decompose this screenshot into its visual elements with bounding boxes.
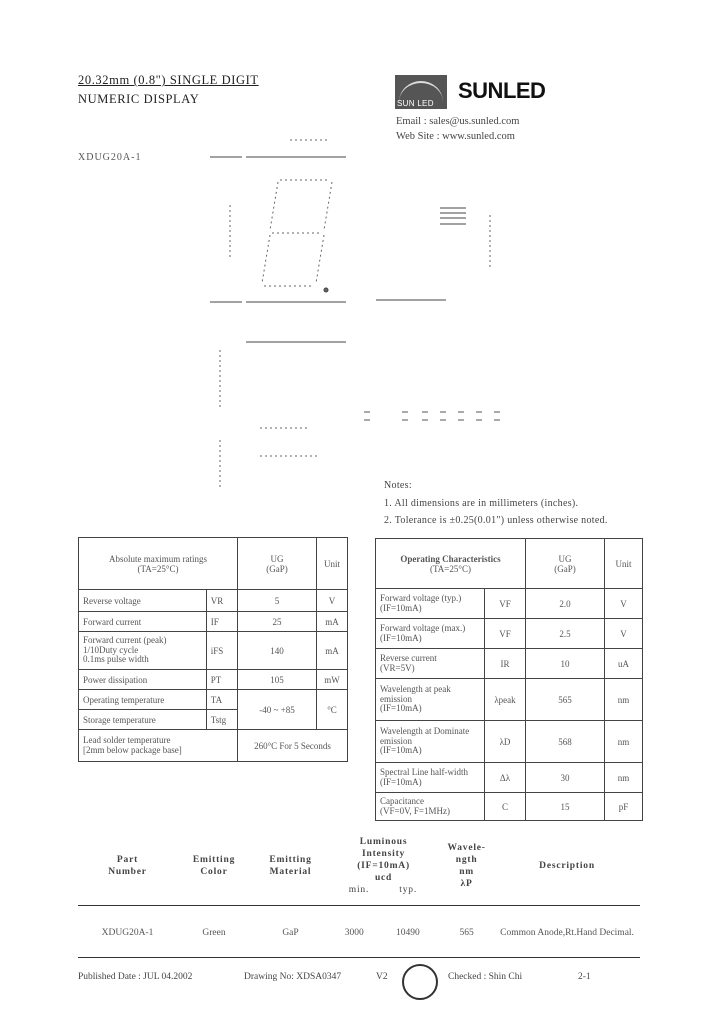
- table-row: Lead solder temperature [2mm below package base] 260°C For 5 Seconds: [79, 730, 348, 762]
- operating-characteristics-table: [375, 538, 643, 821]
- table-row: Capacitance (VF=0V, F=1MHz) C 15 pF: [376, 793, 643, 821]
- part-number-header: Part Number: [108, 854, 147, 877]
- emitting-material-header: Emitting Material: [269, 854, 312, 877]
- email-text[interactable]: Email : sales@us.sunled.com: [396, 116, 520, 127]
- footer-divider: [78, 957, 640, 958]
- op-param-header: Operating Characteristics (TA=25°C): [376, 539, 526, 589]
- checked-by: Checked : Shin Chi: [448, 972, 523, 982]
- title-line-1: 20.32mm (0.8") SINGLE DIGIT: [78, 73, 259, 87]
- table-row: Forward current IF 25 mA: [79, 612, 348, 632]
- wavelength-header: Wavele- ngth nm λP: [447, 842, 486, 889]
- absolute-ratings-table: [78, 537, 348, 762]
- op-unit-header: Unit: [605, 539, 643, 589]
- description-header: Description: [539, 860, 595, 871]
- abs-unit-header: Unit: [317, 538, 348, 590]
- version: V2: [376, 972, 388, 982]
- table-row: Wavelength at peak emission (IF=10mA) λpeak 565 nm: [376, 679, 643, 721]
- part-table-divider: [78, 905, 640, 906]
- table-row: Reverse current (VR=5V) IR 10 uA: [376, 649, 643, 679]
- table-row: Wavelength at Dominate emission (IF=10mA) λD 568 nm: [376, 721, 643, 763]
- table-header-row: [376, 539, 643, 589]
- notes-heading: Notes:: [384, 480, 412, 491]
- note-item-1: 1. All dimensions are in millimeters (inches).: [384, 498, 579, 509]
- approval-stamp-icon: [402, 964, 438, 1000]
- table-row: Storage temperature Tstg: [79, 710, 348, 730]
- abs-value-header: UG (GaP): [238, 538, 317, 590]
- part-code: XDUG20A-1: [78, 152, 142, 163]
- dimension-drawing: [200, 120, 530, 500]
- title-line-2: NUMERIC DISPLAY: [78, 92, 200, 106]
- table-row: Forward voltage (typ.) (IF=10mA) VF 2.0 V: [376, 589, 643, 619]
- table-row: Forward current (peak) 1/10Duty cycle 0.1ms pulse width iFS 140 mA: [79, 632, 348, 670]
- sunled-logo: [395, 75, 447, 109]
- note-item-2: 2. Tolerance is ±0.25(0.01") unless otherwise noted.: [384, 515, 608, 526]
- table-header-row: [79, 538, 348, 590]
- table-row: Operating temperature TA -40 ~ +85 °C: [79, 690, 348, 710]
- abs-param-header: Absolute maximum ratings (TA=25°C): [79, 538, 238, 590]
- table-row: Spectral Line half-width (IF=10mA) Δλ 30 nm: [376, 763, 643, 793]
- op-value-header: UG (GaP): [526, 539, 605, 589]
- part-table: [78, 836, 638, 939]
- table-row: Forward voltage (max.) (IF=10mA) VF 2.5 V: [376, 619, 643, 649]
- emitting-color-header: Emitting Color: [192, 854, 236, 877]
- luminous-intensity-header: Luminous Intensity (IF=10mA) ucd min. typ.: [348, 837, 417, 895]
- page-number: 2-1: [578, 972, 591, 982]
- drawing-number: Drawing No: XDSA0347: [244, 972, 342, 982]
- logo-subtext: SUN LED: [397, 99, 434, 108]
- table-row: XDUG20A-1 Green GaP 3000 10490 565 Common Anode,Rt.Hand Decimal.: [101, 928, 634, 939]
- brand-name: SUNLED: [458, 78, 546, 103]
- website-text[interactable]: Web Site : www.sunled.com: [396, 131, 515, 142]
- published-date: Published Date : JUL 04.2002: [78, 972, 193, 982]
- part-table-header: [78, 836, 638, 897]
- table-row: Power dissipation PT 105 mW: [79, 670, 348, 690]
- table-row: Reverse voltage VR 5 V: [79, 590, 348, 612]
